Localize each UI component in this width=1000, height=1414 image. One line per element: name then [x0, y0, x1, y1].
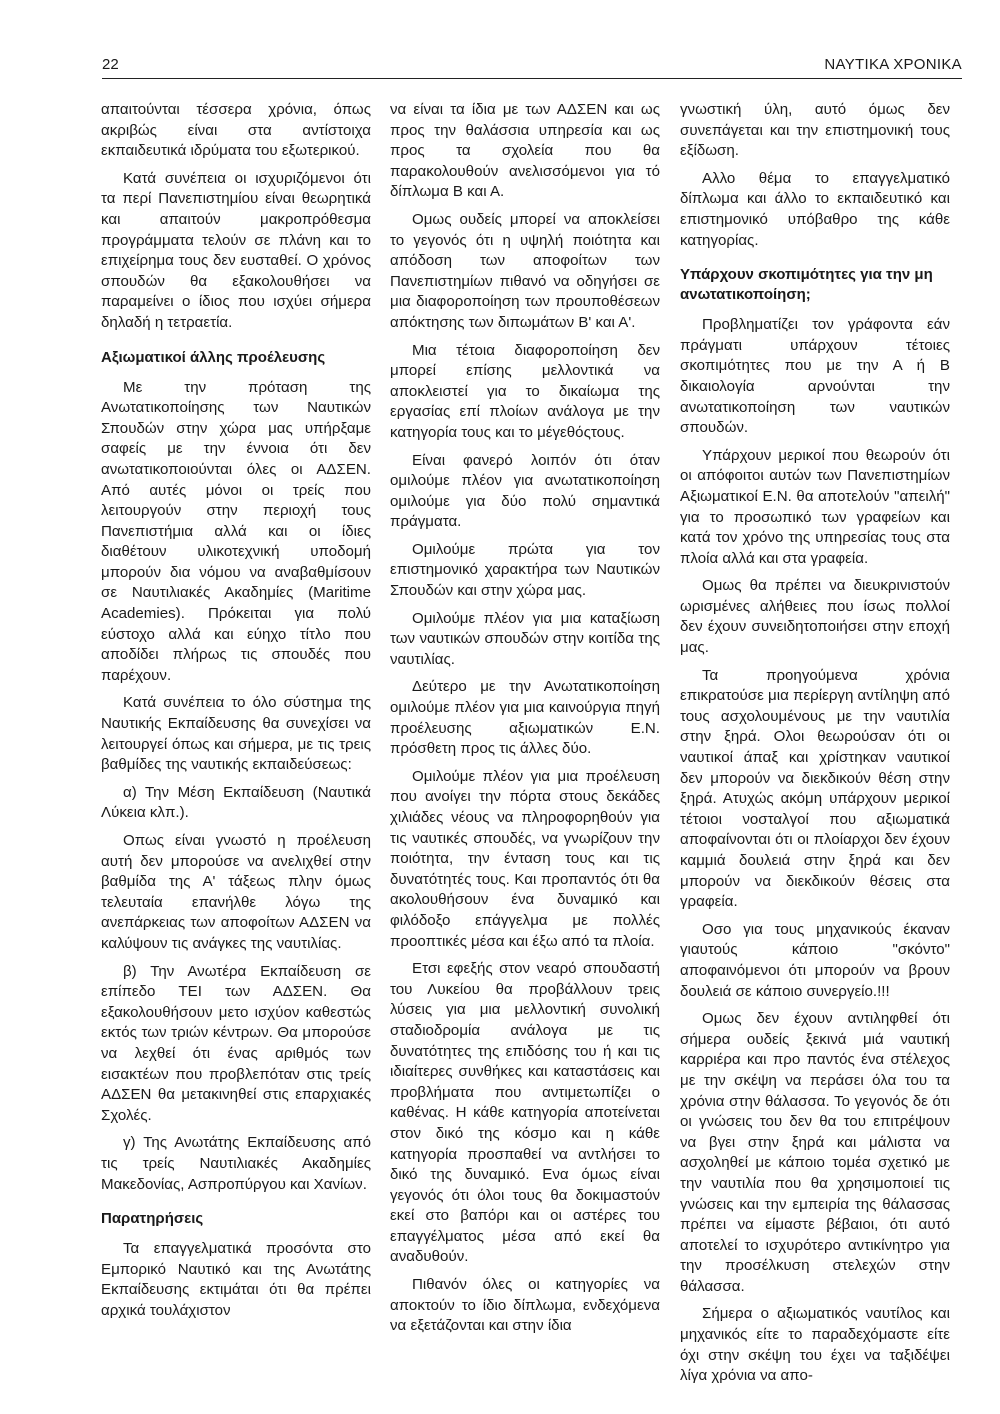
- column-1: [101, 100, 371, 1328]
- section-heading: Αξιωματικοί άλλης προέλευσης: [101, 348, 326, 366]
- paragraph: α) Την Μέση Εκπαίδευση (Ναυτικά Λύκεια κλπ.).: [101, 783, 371, 822]
- paragraph: Ετσι εφεξής στον νεαρό σπουδαστή του Λυκείου θα προβάλλουν τρεις λύσεις για μια μελλοντική συνολική σταδιοδρομία ανάλογα με τις δυνατότητες της επιδόσης του ή και τις ιδιαίτερες συνθήκες και καταστάσεις και προβλήματα που αντιμετωπίζει ο καθένας. Η κάθε κατηγορία αποτείνεται στον δικό της κόσμο και η κάθε κατηγορία προσπαθεί να αντλήσει το δικό της δυναμικό. Ενα όμως είναι γεγονός ότι όλοι τους θα δοκιμαστούν εκεί στο βαπόρι και οι αστέρες του επαγγέλματος μέσα από εκεί θα αναδυθούν.: [390, 960, 660, 1266]
- paragraph: Ομιλούμε πλέον για μια προέλευση που ανοίγει την πόρτα στους δεκάδες χιλιάδες νέους να πληροφορηθούν για τις ναυτικές σπουδές, να γνωρίζουν την ποιότητα, την ένταση τους και τις δυνατότητές τους. Και προπαντός ότι θα ακολουθήσουν ένα δυναμικό και φιλόδοξο επάγγελμα με πολλές προοπτικές μέσα και έξω από τα πλοία.: [390, 767, 660, 950]
- paragraph: Σήμερα ο αξιωματικός ναυτίλος και μηχανικός είτε το παραδεχόμαστε είτε όχι στην σκέψη του έχει να ταξιδέψει λίγα χρόνια να απο-: [680, 1305, 950, 1385]
- paragraph: Ομιλούμε πρώτα για τον επιστημονικό χαρακτήρα των Ναυτικών Σπουδών και στην χώρα μας.: [390, 540, 660, 600]
- column-2: [390, 100, 660, 1344]
- paragraph: Κατά συνέπεια το όλο σύστημα της Ναυτικής Εκπαίδευσης θα συνεχίσει να λειτουργεί όπως και σήμερα, με τις τρεις βαθμίδες της ναυτικής εκπαιδεύσεως:: [101, 694, 371, 774]
- paragraph: Ομιλούμε πλέον για μια καταξίωση των ναυτικών σπουδών στην κοιτίδα της ναυτιλίας.: [390, 609, 660, 668]
- paragraph: απαιτούνται τέσσερα χρόνια, όπως ακριβώς είναι στα αντίστοιχα εκπαιδευτικά ιδρύματα του εξωτερικού.: [101, 101, 371, 160]
- paragraph: Τα επαγγελματικά προσόντα στο Εμπορικό Ναυτικό και της Ανωτάτης Εκπαίδευσης εκτιμάται ότι θα πρέπει αρχικά τουλάχιστον: [101, 1240, 371, 1319]
- paragraph: Είναι φανερό λοιπόν ότι όταν ομιλούμε πλέον για ανωτατικοποίηση ομιλούμε για δύο πολύ σημαντικά πράγματα.: [390, 451, 660, 531]
- section-heading: Παρατηρήσεις: [101, 1210, 204, 1228]
- page-header: [102, 54, 962, 79]
- paragraph: να είναι τα ίδια με των ΑΔΣΕΝ και ως προς την θαλάσσια υπηρεσία και ως προς τα σχολεία που θα παρακολουθούν ανελισσόμενοι για τό δίπλωμα Β και Α.: [390, 101, 660, 201]
- paragraph: γνωστική ύλη, αυτό όμως δεν συνεπάγεται και την επιστημονική τους εξίδωση.: [680, 101, 950, 160]
- paragraph: Με την πρόταση της Ανωτατικοποίησης των Ναυτικών Σπουδών στην χώρα μας υπήρξαμε σαφείς με την έννοια ότι δεν ανωτατικοποιούνται όλες οι ΑΔΣΕΝ. Από αυτές μόνοι οι τρείς που λειτουργούν στην περιοχή τους Πανεπιστήμια αλλά και οι ίδιες διαθέτουν υλικοτεχνική υποδομή μπορούν δια νόμου να αναβαθμίσουν σε Ναυτιλιακές Ακαδημίες (Maritime Academies). Πρόκειται για πολύ εύστοχο αλλά και εύηχο τίτλο που αποδίδει πλήρως τις σπουδές που παρέχουν.: [101, 378, 371, 684]
- paragraph: β) Την Ανωτέρα Εκπαίδευση σε επίπεδο ΤΕΙ των ΑΔΣΕΝ. Θα εξακολουθήσουν μετο ισχύον καθεστώς εκτός των τριών κέντρων. Θα μπορούσε να λεχθεί ότι ένας αριθμός των εισακτέων που προβλεπόταν στις τρείς ΑΔΣΕΝ θα μετακινηθεί στις επαρχιακές Σχολές.: [101, 962, 371, 1124]
- paragraph: Μια τέτοια διαφοροποίηση δεν μπορεί επίσης μελλοντικά να αποκλειστεί για το δικαίωμα της εργασίας επί πλοίων ανάλογα με την κατηγορία τους και το μέγεθόςτους.: [390, 341, 660, 441]
- magazine-title: ΝΑΥΤΙΚΑ ΧΡΟΝΙΚΑ: [824, 56, 962, 73]
- paragraph: Προβληματίζει τον γράφοντα εάν πράγματι υπάρχουν τέτοιες σκοπιμότητες που με την Α ή Β δικαιολογία αρνούνται την ανωτατικοποίηση των ναυτικών σπουδών.: [680, 316, 950, 437]
- paragraph: Οπως είναι γνωστό η προέλευση αυτή δεν μπορούσε να ανελιχθεί στην βαθμίδα της Α' τάξεως πλην όμως τελευταία επανήλθε λόγω της ανεπάρκειας των αποφοίτων ΑΔΣΕΝ να καλύψουν τις ανάγκες της ναυτιλίας.: [101, 832, 371, 952]
- paragraph: Δεύτερο με την Ανωτατικοποίηση ομιλούμε πλέον για μια καινούργια πηγή προέλευσης αξιωματικών Ε.Ν. πρόσθετη προς τις άλλες δύο.: [390, 678, 660, 758]
- paragraph: Ομως ουδείς μπορεί να αποκλείσει το γεγονός ότι η υψηλή ποιότητα και απόδοση των αποφοίτων των Πανεπιστημίων πιθανό να οδηγήσει σε μια διαφοροποίηση των προυποθέσεων απόκτησης των διπωμάτων Β' και Α'.: [390, 210, 660, 331]
- column-3: [680, 100, 950, 1394]
- paragraph: Τα προηγούμενα χρόνια επικρατούσε μια περίεργη αντίληψη από τους ασχολουμένους με την ναυτιλία στην ξηρά. Ολοι θεωρούσαν ότι οι ναυτικοί άπαξ και χρίστηκαν ναυτικοί δεν μπορούν να διεκδικούν θέση στην ξηρά. Ατυχώς ακόμη υπάρχουν μερικοί τέτοιοι νοσταλγοί που αξιωματικά αποφαίνονται ότι οι πλοίαρχοι δεν έχουν καμμιά δουλειά στην ξηρά και δεν μπορούν να διεκδικούν θέσεις στα γραφεία.: [680, 666, 950, 911]
- paragraph: Κατά συνέπεια οι ισχυριζόμενοι ότι τα περί Πανεπιστημίου είναι θεωρητικά και απαιτούν μακροπρόθεσμα προγράμματα τελούν σε πλάνη και το επιχείρημα τους δεν ευσταθεί. Ο χρόνος σπουδών θα εξακολουθήσει να παραμείνει ο ίδιος που ισχύει σήμερα δηλαδή η τετραετία.: [101, 169, 371, 331]
- paragraph: Οσο για τους μηχανικούς έκαναν γιαυτούς κάποιο "σκόντο" αποφαινόμενοι ότι μπορούν να βρουν δουλειά σε κάποιο συνεργείο.!!!: [680, 920, 950, 1000]
- section-heading: Υπάρχουν σκοπιμότητες για την μη ανωτατικοποίηση;: [680, 266, 933, 304]
- paragraph: Ομως δεν έχουν αντιληφθεί ότι σήμερα ουδείς ξεκινά μιά ναυτική καρριέρα και προ παντός ένα στέλεχος με την σκέψη να περάσει όλα του τα χρόνια στην θάλασσα. Το γεγονός δε ότι οι γνώσεις του δεν θα του επιτρέψουν να βγει στην ξηρά και μάλιστα να ασχοληθεί με κάποιο τομέα σχετικό με την ναυτιλία που θα χρησιμοποιεί τις γνώσεις και την εμπειρία της θάλασσας πρέπει να είμαστε βέβαιοι, ότι αυτό αποτελεί το ισχυρότερο αντικίνητρο για την προσέλκυση στελεχών στην θάλασσα.: [680, 1010, 950, 1295]
- paragraph: Υπάρχουν μερικοί που θεωρούν ότι οι απόφοιτοι αυτών των Πανεπιστημίων Αξιωματικοί Ε.Ν. θα αποτελούν "απειλή" για το προσωπικό των γραφείων και κατά τον χρόνο της υπηρεσίας τους στα πλοία αλλά και στα γραφεία.: [680, 446, 950, 567]
- paragraph: Αλλο θέμα το επαγγελματικό δίπλωμα και άλλο το εκπαιδευτικό και επιστημονικό υπόβαθρο της κάθε κατηγορίας.: [680, 169, 950, 249]
- paragraph: Ομως θα πρέπει να διευκρινιστούν ωρισμένες αλήθειες που ίσως πολλοί δεν έχουν συνειδητοποιήσει στην εποχή μας.: [680, 577, 950, 657]
- paragraph: Πιθανόν όλες οι κατηγορίες να αποκτούν το ίδιο δίπλωμα, ενδεχόμενα να εξετάζονται και στην ίδια: [390, 1276, 660, 1335]
- paragraph: γ) Της Ανωτάτης Εκπαίδευσης από τις τρείς Ναυτιλιακές Ακαδημίες Μακεδονίας, Ασπροπύργου και Χανίων.: [101, 1134, 371, 1193]
- page-number: 22: [102, 56, 119, 73]
